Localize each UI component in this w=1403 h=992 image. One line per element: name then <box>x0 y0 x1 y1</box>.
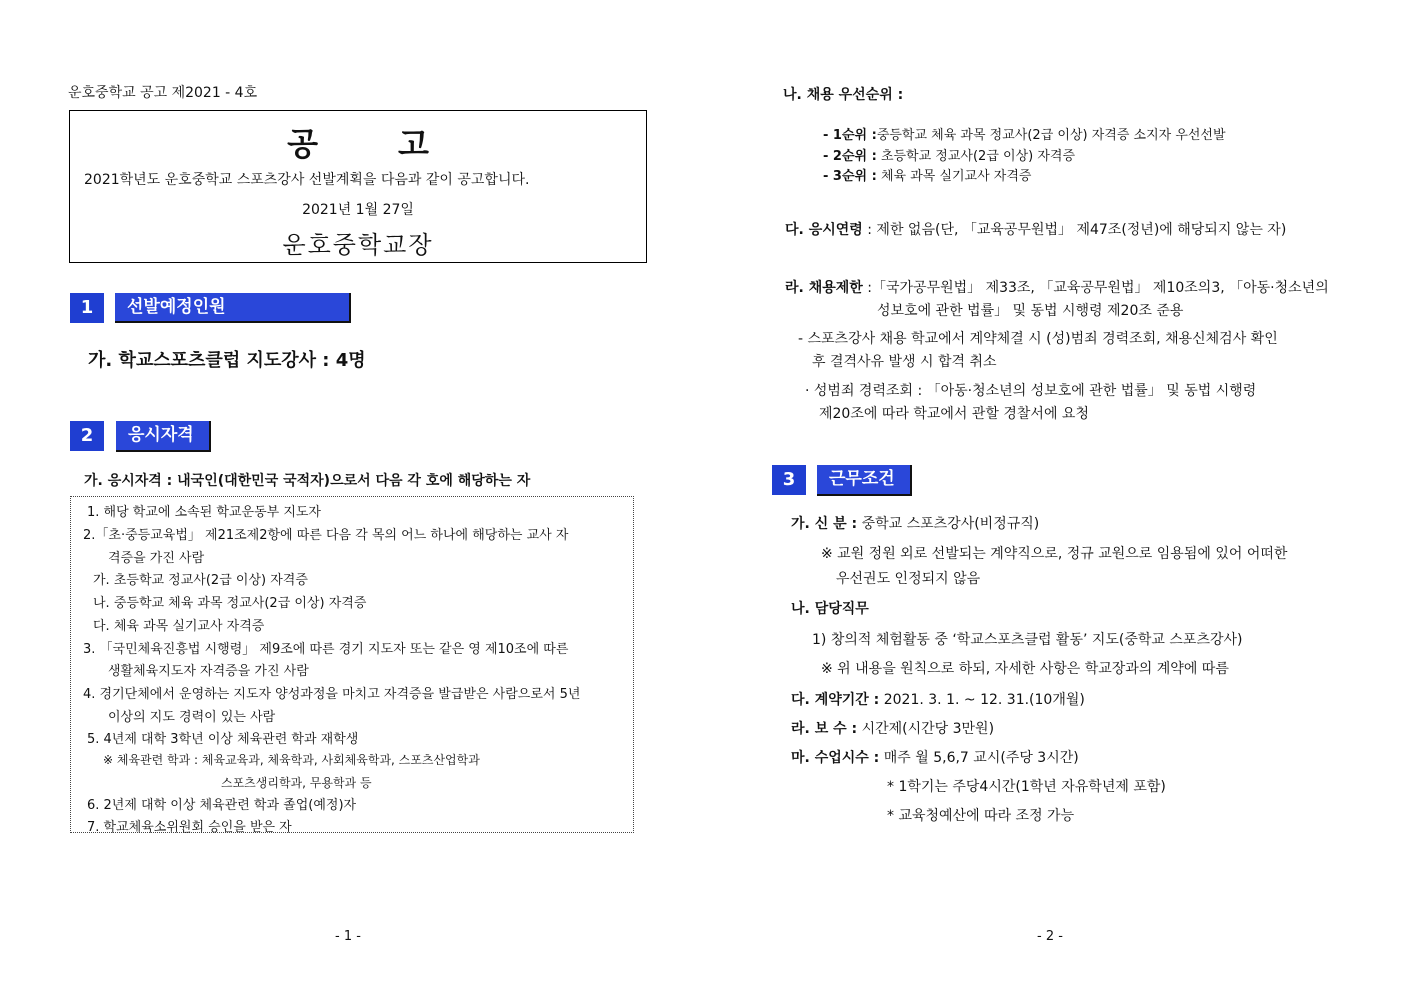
notice-principal: 운호중학교장 <box>282 231 434 259</box>
qual-line: 생활체육지도자 자격증을 가진 사람 <box>108 664 309 679</box>
age-label: 다. 응시연령 <box>785 222 863 238</box>
restrict-note-1b: 후 결격사유 발생 시 합격 취소 <box>812 354 997 370</box>
priority-item <box>823 124 1226 143</box>
status-label: 가. 신 분 : <box>791 516 858 532</box>
title-char-2: 고 <box>398 125 429 163</box>
section-1-number: 1 <box>70 293 104 323</box>
hours-label: 마. 수업시수 : <box>791 750 880 766</box>
qual-note: ※ 체육관련 학과 : 체육교육과, 체육학과, 사회체육학과, 스포츠산업학과 <box>103 753 480 767</box>
section-2-label: 응시자격 <box>116 421 211 452</box>
section-1-item: 가. 학교스포츠클럽 지도강사 : 4명 <box>88 350 366 371</box>
section-3-label: 근무조건 <box>817 465 912 496</box>
qual-line: 6. 2년제 대학 이상 체육관련 학과 졸업(예정)자 <box>87 798 357 813</box>
period-label: 다. 계약기간 : <box>791 692 880 708</box>
page-number-2: - 2 - <box>1037 929 1063 944</box>
qual-line: 다. 체육 과목 실기교사 자격증 <box>93 619 265 634</box>
priority-title: 나. 채용 우선순위 : <box>783 87 904 103</box>
qualification-list <box>70 496 634 833</box>
restrict-note-1: - 스포츠강사 채용 학교에서 계약체결 시 (성)범죄 경력조회, 채용신체검사 확인 <box>798 331 1278 347</box>
duty-note: ※ 위 내용을 원칙으로 하되, 자세한 사항은 학교장과의 계약에 따름 <box>821 661 1229 677</box>
pay-label: 라. 보 수 : <box>791 721 858 737</box>
qual-line: 나. 중등학교 체육 과목 정교사(2급 이상) 자격증 <box>93 596 367 611</box>
qual-line: 3. 「국민체육진흥법 시행령」 제9조에 따른 경기 지도자 또는 같은 영 제10조에 따른 <box>83 642 569 657</box>
status-note-b: 우선권도 인정되지 않음 <box>836 571 981 587</box>
qual-line: 1. 해당 학교에 소속된 학교운동부 지도자 <box>87 505 321 520</box>
priority-rank: - 2순위 : <box>823 149 877 164</box>
qual-line: 이상의 지도 경력이 있는 사람 <box>108 710 276 725</box>
qual-line: 7. 학교체육소위원회 승인을 받은 자 <box>87 820 292 835</box>
duty-item: 1) 창의적 체험활동 중 ‘학교스포츠클럽 활동’ 지도(중학교 스포츠강사) <box>812 632 1243 648</box>
pay-text: 시간제(시간당 3만원) <box>857 721 995 737</box>
qual-line: 5. 4년제 대학 3학년 이상 체육관련 학과 재학생 <box>87 732 359 747</box>
notice-intro: 2021학년도 운호중학교 스포츠강사 선발계획을 다음과 같이 공고합니다. <box>84 172 530 188</box>
notice-number: 운호중학교 공고 제2021 - 4호 <box>68 85 258 101</box>
qual-line: 가. 초등학교 정교사(2급 이상) 자격증 <box>93 573 308 588</box>
priority-item <box>823 145 1075 164</box>
restrict-text: :「국가공무원법」 제33조, 「교육공무원법」 제10조의3, 「아동·청소년의 <box>862 280 1329 296</box>
restrict-note-2b: 제20조에 따라 학교에서 관할 경찰서에 요청 <box>819 406 1089 422</box>
restriction <box>785 277 1329 297</box>
status-text: 중학교 스포츠강사(비정규직) <box>857 516 1040 532</box>
hours-row <box>791 747 1079 767</box>
status-note: ※ 교원 정원 외로 선발되는 계약직으로, 정규 교원으로 임용됨에 있어 어떠한 <box>821 546 1288 562</box>
qual-note: 스포츠생리학과, 무용학과 등 <box>221 776 372 790</box>
notice-title <box>70 119 646 165</box>
qual-line: 4. 경기단체에서 운영하는 지도자 양성과정을 마치고 자격증을 발급받은 사람으로서 5년 <box>83 687 581 702</box>
duty-label: 나. 담당직무 <box>791 601 869 617</box>
priority-rank: - 3순위 : <box>823 169 877 184</box>
qual-line: 격증을 가진 사람 <box>108 551 205 566</box>
priority-text: 초등학교 정교사(2급 이상) 자격증 <box>876 149 1076 164</box>
section-2-subtitle: 가. 응시자격 : 내국인(대한민국 국적자)으로서 다음 각 호에 해당하는 자 <box>84 473 531 489</box>
priority-rank: - 1순위 : <box>823 128 877 143</box>
priority-item <box>823 165 1031 184</box>
section-3-number: 3 <box>772 465 806 495</box>
hours-text: 매주 월 5,6,7 교시(주당 3시간) <box>879 750 1079 766</box>
restrict-note-2: · 성범죄 경력조회 : 「아동·청소년의 성보호에 관한 법률」 및 동법 시행령 <box>805 383 1257 399</box>
age-limit <box>785 219 1286 239</box>
qual-line: 2.「초·중등교육법」 제21조제2항에 따른 다음 각 목의 어느 하나에 해당하는 교사 자 <box>83 528 569 543</box>
period-text: 2021. 3. 1. ~ 12. 31.(10개월) <box>879 692 1085 708</box>
restrict-label: 라. 채용제한 <box>785 280 863 296</box>
restrict-line-2: 성보호에 관한 법률」 및 동법 시행령 제20조 준용 <box>877 303 1184 319</box>
title-char-1: 공 <box>287 125 318 163</box>
notice-date: 2021년 1월 27일 <box>302 202 414 218</box>
status-row <box>791 513 1039 533</box>
section-1-label: 선발예정인원 <box>115 293 351 323</box>
priority-text: 체육 과목 실기교사 자격증 <box>876 169 1032 184</box>
notice-title-box <box>69 110 647 263</box>
page-number-1: - 1 - <box>335 929 361 944</box>
hours-note-1: * 1학기는 주당4시간(1학년 자유학년제 포함) <box>887 779 1166 795</box>
age-text: : 제한 없음(단, 「교육공무원법」 제47조(정년)에 해당되지 않는 자) <box>862 222 1287 238</box>
hours-note-2: * 교육청예산에 따라 조정 가능 <box>887 808 1075 824</box>
pay-row <box>791 718 994 738</box>
priority-text: 중등학교 체육 과목 정교사(2급 이상) 자격증 소지자 우선선발 <box>876 128 1226 143</box>
period-row <box>791 689 1085 709</box>
section-2-number: 2 <box>70 421 104 451</box>
